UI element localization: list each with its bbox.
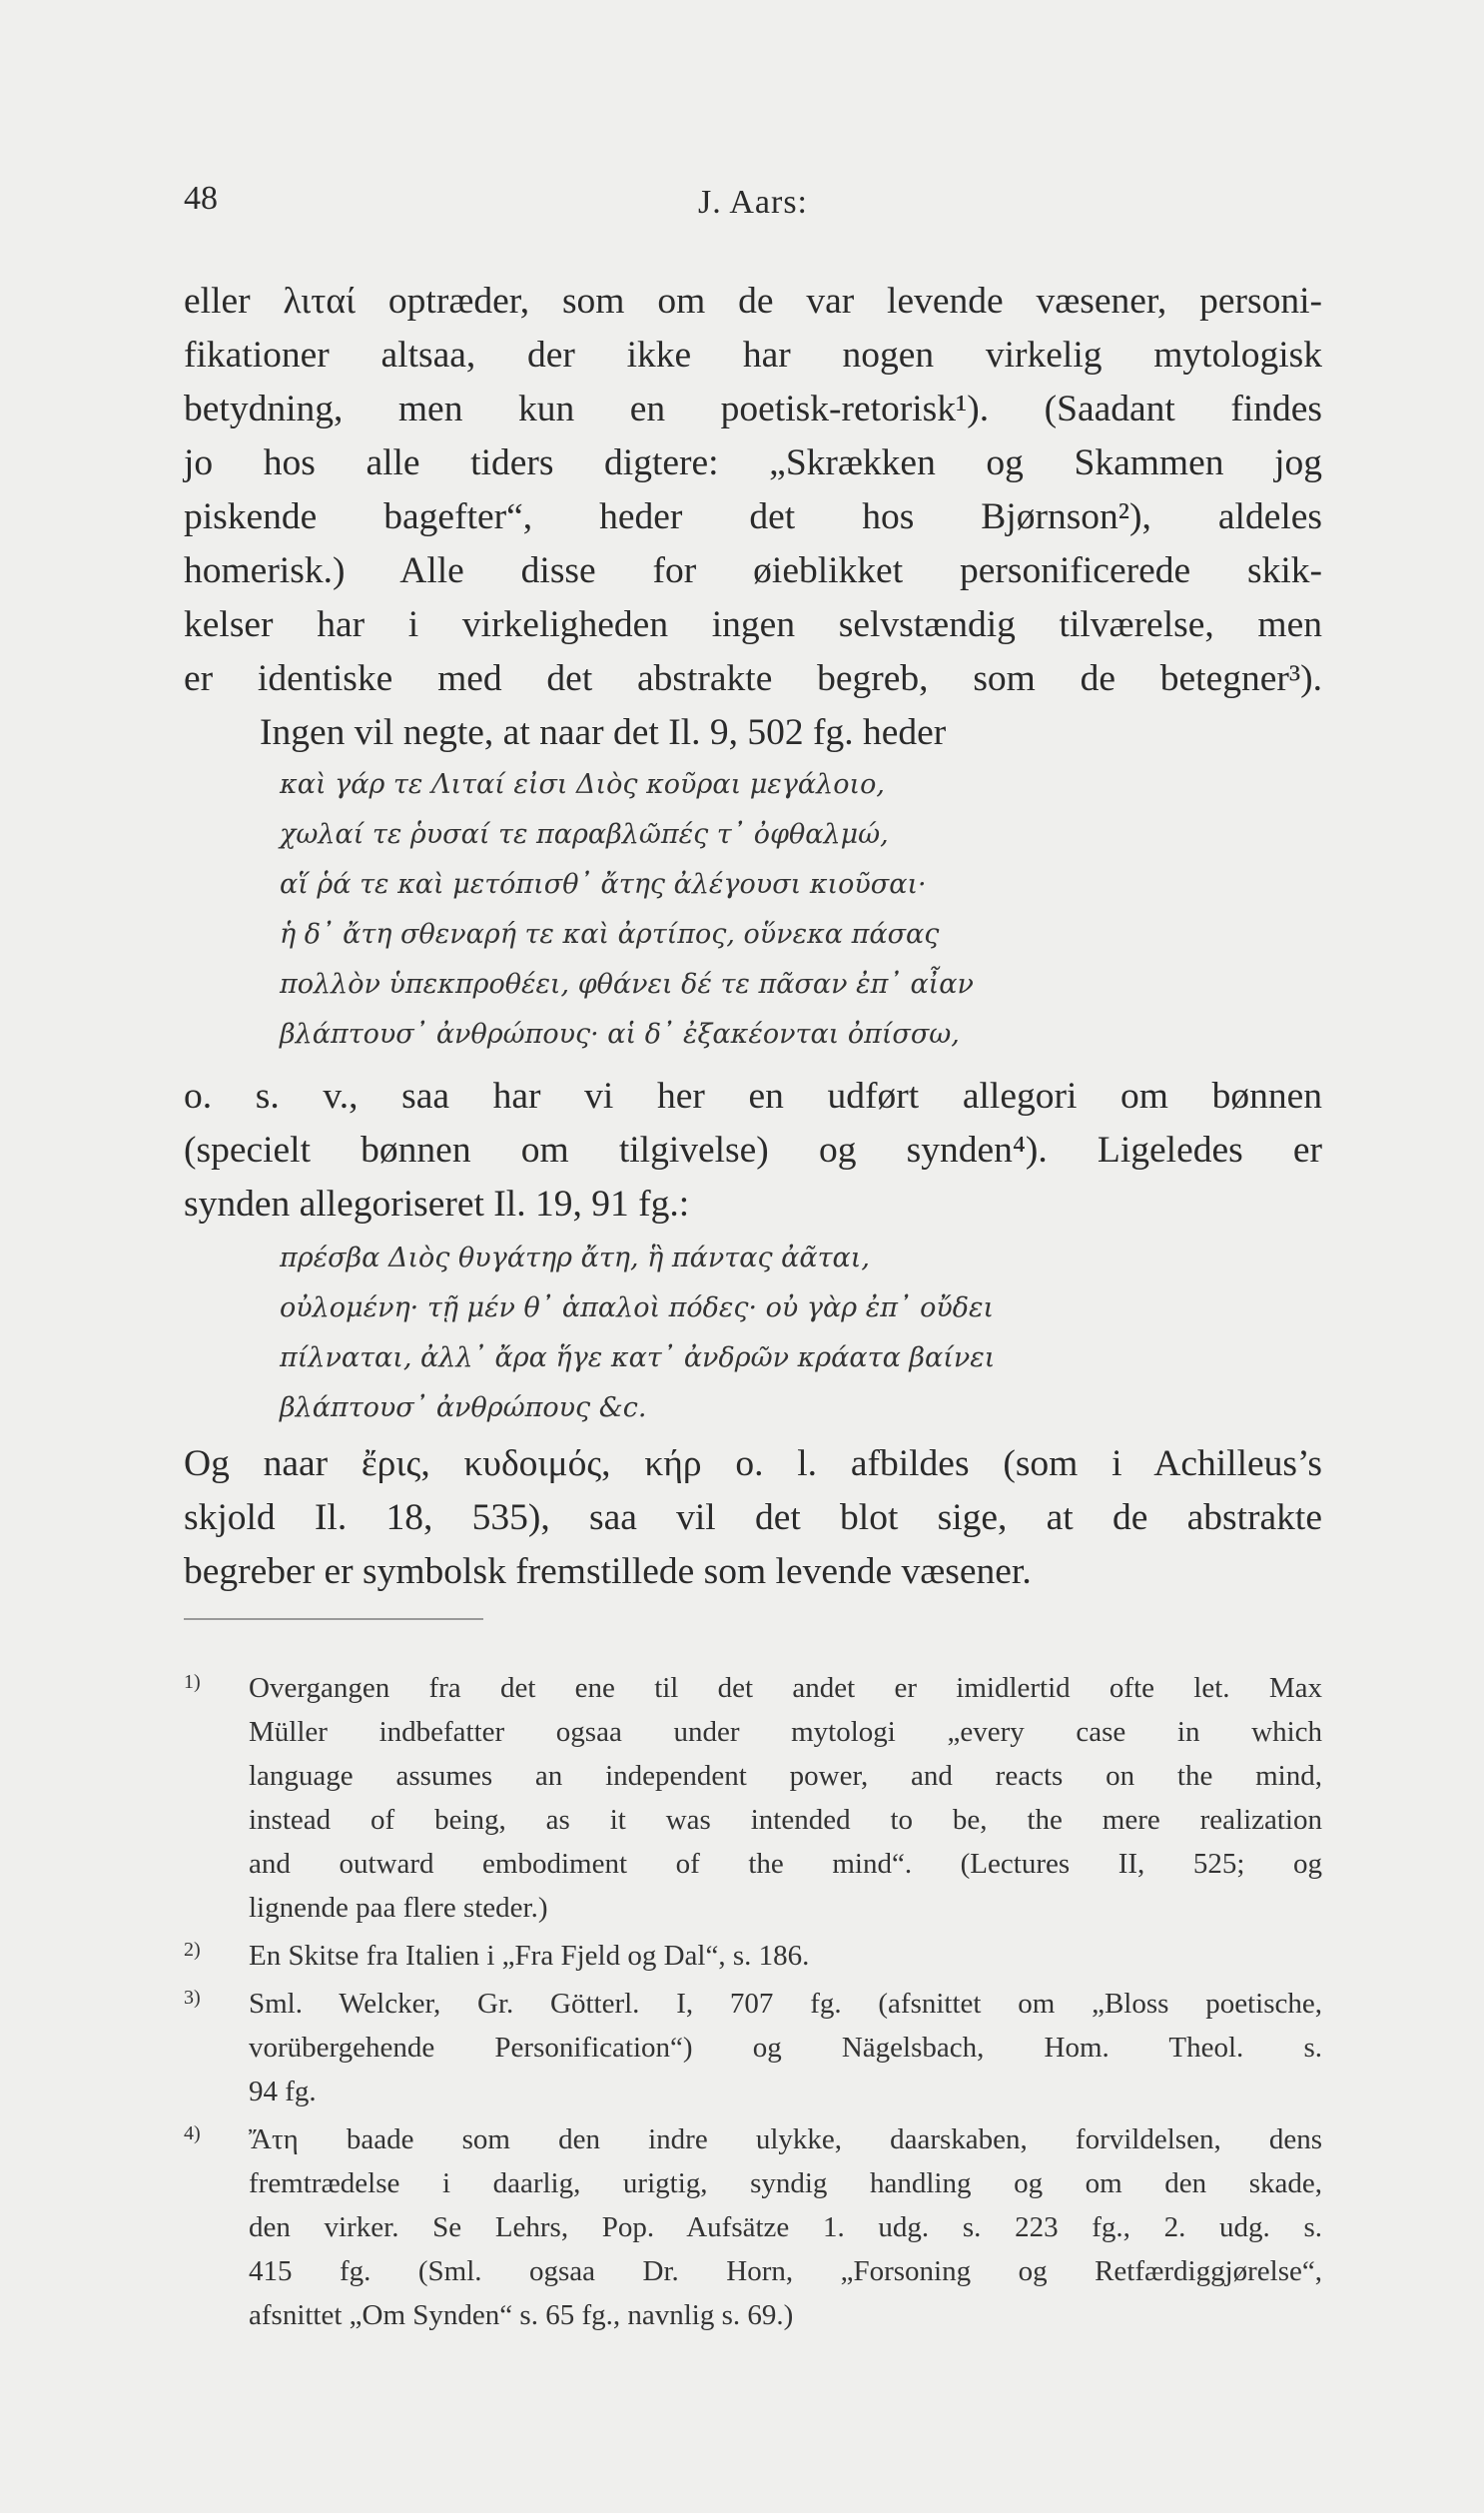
greek-quote-line: ἡ δ᾽ ἄτη σθεναρή τε καὶ ἀρτίπος, οὕνεκα πάσας [280,919,940,950]
footnote-4-cont [184,2249,1322,2293]
footnote-line: Overgangen fra det ene til det andet er imidlertid ofte let. Max [249,1672,1322,1704]
greek-quote-line: βλάπτουσ᾽ ἀνθρώπους &c. [280,1392,647,1423]
body-line: begreber er symbolsk fremstillede som levende væsener. [184,1551,1032,1592]
footnote-1-cont [184,1754,1322,1798]
footnote-line: Ἄτη baade som den indre ulykke, daarskaben, forvildelsen, dens [249,2123,1322,2155]
footnote-3-cont [184,2026,1322,2070]
footnote-line: 415 fg. (Sml. ogsaa Dr. Horn, „Forsoning og Retfærdiggjørelse“, [249,2255,1322,2287]
footnote-1 [184,1666,1322,1710]
greek-quote-line: καὶ γάρ τε Λιταί εἰσι Διὸς κοῦραι μεγάλοιο, [280,769,885,800]
footnote-line: fremtrædelse i daarlig, urigtig, syndig handling og om den skade, [249,2167,1322,2199]
greek-quote-line: οὐλομένη· τῇ μέν θ᾽ ἁπαλοὶ πόδες· οὐ γὰρ ἐπ᾽ οὔδει [280,1292,995,1323]
body-line: (specielt bønnen om tilgivelse) og synden⁴). Ligeledes er [184,1130,1322,1171]
footnote-4 [184,2117,1322,2161]
footnote-mark: 3) [184,1987,201,2009]
footnote-2 [184,1934,1322,1978]
footnote-line: afsnittet „Om Synden“ s. 65 fg., navnlig s. 69.) [249,2299,794,2331]
footnote-1-cont [184,1710,1322,1754]
page-number: 48 [184,180,218,217]
footnote-line: Müller indbefatter ogsaa under mytologi „every case in which [249,1716,1322,1748]
body-line: skjold Il. 18, 535), saa vil det blot sige, at de abstrakte [184,1497,1322,1538]
footnote-4-cont [184,2161,1322,2205]
footnote-line: den virker. Se Lehrs, Pop. Aufsätze 1. udg. s. 223 fg., 2. udg. s. [249,2211,1322,2243]
body-line: betydning, men kun en poetisk-retorisk¹). (Saadant findes [184,389,1322,429]
footnote-line: vorübergehende Personification“) og Nägelsbach, Hom. Theol. s. [249,2032,1322,2064]
greek-quote-line: πίλναται, ἀλλ᾽ ἄρα ἥγε κατ᾽ ἀνδρῶν κράατα βαίνει [280,1342,996,1373]
body-line: er identiske med det abstrakte begreb, som de betegner³). [184,658,1322,699]
body-line: Ingen vil negte, at naar det Il. 9, 502 fg. heder [260,712,947,753]
body-line: eller λιταί optræder, som om de var levende væsener, personi- [184,281,1322,322]
footnote-4-cont [184,2293,1322,2337]
footnote-line: Sml. Welcker, Gr. Götterl. I, 707 fg. (afsnittet om „Bloss poetische, [249,1988,1322,2020]
greek-quote-line: χωλαί τε ῥυσαί τε παραβλῶπές τ᾽ ὀφθαλμώ, [280,819,889,850]
body-line: synden allegoriseret Il. 19, 91 fg.: [184,1184,690,1225]
footnote-3-cont [184,2070,1322,2113]
footnote-line: language assumes an independent power, and reacts on the mind, [249,1760,1322,1792]
footnote-divider [184,1618,483,1620]
greek-quote-line: πολλὸν ὑπεκπροθέει, φθάνει δέ τε πᾶσαν ἐπ᾽ αἶαν [280,969,974,1000]
footnote-1-cont [184,1886,1322,1930]
footnote-1-cont [184,1798,1322,1842]
footnote-line: instead of being, as it was intended to be, the mere realization [249,1804,1322,1836]
body-line: homerisk.) Alle disse for øieblikket personificerede skik- [184,550,1322,591]
footnote-mark: 1) [184,1671,201,1693]
footnote-line: and outward embodiment of the mind“. (Lectures II, 525; og [249,1848,1322,1880]
running-head: J. Aars: [698,184,808,221]
body-line: o. s. v., saa har vi her en udført allegori om bønnen [184,1076,1322,1117]
body-line: kelser har i virkeligheden ingen selvstændig tilværelse, men [184,604,1322,645]
footnote-mark: 2) [184,1939,201,1961]
footnote-3 [184,1982,1322,2026]
footnote-1-cont [184,1842,1322,1886]
greek-quote-line: πρέσβα Διὸς θυγάτηρ ἄτη, ἣ πάντας ἀᾶται, [280,1243,870,1273]
footnote-line: 94 fg. [249,2076,317,2107]
footnote-4-cont [184,2205,1322,2249]
footnote-line: En Skitse fra Italien i „Fra Fjeld og Dal“, s. 186. [249,1940,810,1972]
body-line: fikationer altsaa, der ikke har nogen virkelig mytologisk [184,335,1322,376]
body-line: Og naar ἔρις, κυδοιμός, κήρ o. l. afbildes (som i Achilleus’s [184,1443,1322,1484]
greek-quote-line: αἵ ῥά τε καὶ μετόπισθ᾽ ἄτης ἀλέγουσι κιοῦσαι· [280,869,927,900]
footnote-line: lignende paa flere steder.) [249,1892,548,1924]
body-line: jo hos alle tiders digtere: „Skrækken og Skammen jog [184,442,1322,483]
page-header [184,180,1322,230]
footnote-mark: 4) [184,2122,201,2144]
body-line: piskende bagefter“, heder det hos Bjørnson²), aldeles [184,496,1322,537]
greek-quote-line: βλάπτουσ᾽ ἀνθρώπους· αἱ δ᾽ ἐξακέονται ὀπίσσω, [280,1019,960,1050]
